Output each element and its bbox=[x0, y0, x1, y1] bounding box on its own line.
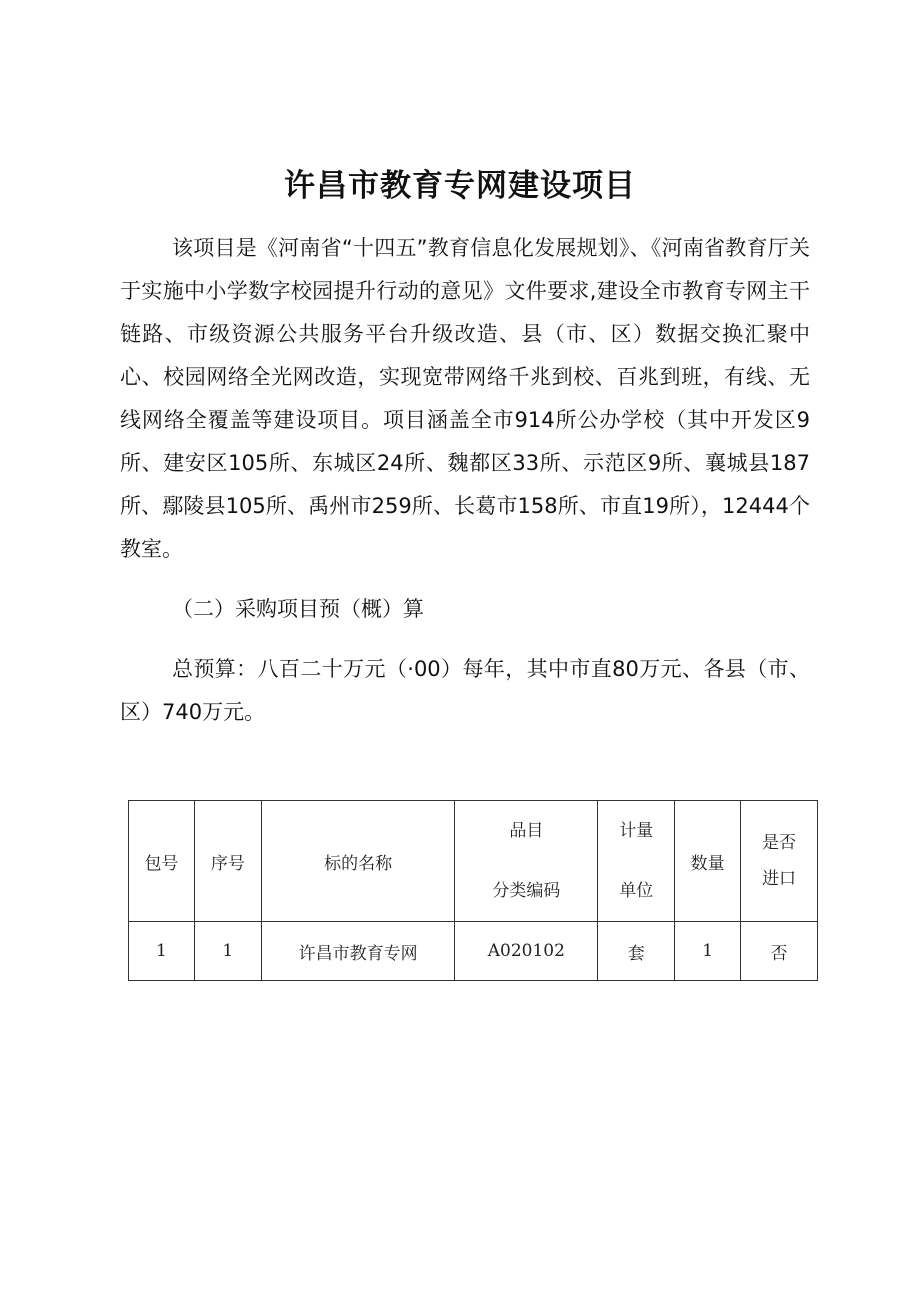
cell-quantity: 1 bbox=[675, 922, 741, 981]
table-header-row bbox=[129, 801, 818, 922]
header-seq-no: 序号 bbox=[194, 801, 261, 922]
header-unit-line1: 计量 bbox=[619, 821, 654, 841]
header-imported-line1: 是否 bbox=[762, 833, 797, 853]
header-unit-line2: 单位 bbox=[619, 881, 654, 901]
cell-seq-no: 1 bbox=[194, 922, 261, 981]
header-imported bbox=[741, 801, 818, 922]
header-package-no: 包号 bbox=[129, 801, 195, 922]
intro-paragraph: 该项目是《河南省“十四五”教育信息化发展规划》、《河南省教育厅关于实施中小学数字校园提升行动的意见》文件要求,建设全市教育专网主干链路、市级资源公共服务平台升级改造、县（市、区）数据交换汇聚中心、校园网络全光网改造，实现宽带网络千兆到校、百兆到班，有线、无线网络全覆盖等建设项目。项目涵盖全市914所公办学校（其中开发区9所、建安区105所、东城区24所、魏都区33所、示范区9所、襄城县187所、鄢陵县105所、禹州市259所、长葛市158所、市直19所），12444个教室。 bbox=[120, 236, 810, 561]
header-unit bbox=[598, 801, 675, 922]
cell-unit: 套 bbox=[598, 922, 675, 981]
header-category-code bbox=[455, 801, 598, 922]
header-quantity: 数量 bbox=[675, 801, 741, 922]
cell-package-no: 1 bbox=[129, 922, 195, 981]
header-imported-line2: 进口 bbox=[762, 869, 797, 889]
header-category-code-line2: 分类编码 bbox=[492, 881, 561, 901]
document-title: 许昌市教育专网建设项目 bbox=[284, 168, 636, 204]
cell-item-name: 许昌市教育专网 bbox=[261, 922, 455, 981]
header-category-code-line1: 品目 bbox=[509, 821, 544, 841]
table-row bbox=[129, 922, 818, 981]
header-item-name: 标的名称 bbox=[261, 801, 455, 922]
section-heading: （二）采购项目预（概）算 bbox=[172, 597, 424, 621]
budget-paragraph: 总预算：八百二十万元（·00）每年，其中市直80万元、各县（市、区）740万元。 bbox=[120, 657, 810, 724]
cell-category-code: A020102 bbox=[455, 922, 598, 981]
procurement-table bbox=[128, 800, 818, 981]
cell-imported: 否 bbox=[741, 922, 818, 981]
